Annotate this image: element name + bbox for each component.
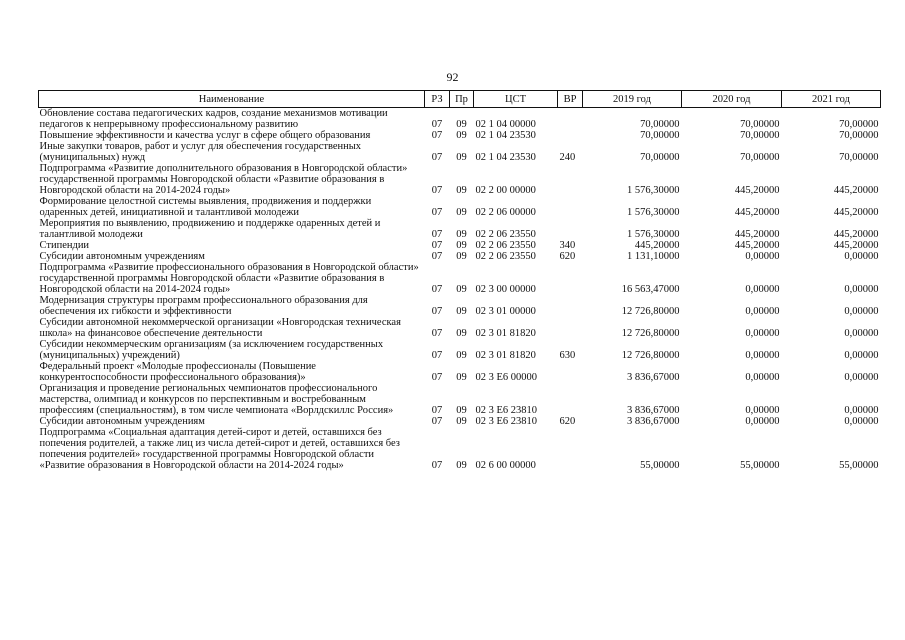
header-vr: ВР: [558, 91, 583, 108]
row-2021: 70,00000: [839, 130, 879, 141]
row-vr: [558, 317, 583, 339]
row-cst: 02 3 E6 23810: [475, 416, 538, 427]
row-pr: 09: [456, 240, 467, 251]
row-2021: 0,00000: [844, 416, 879, 427]
row-vr: 340: [559, 240, 576, 251]
row-cst: 02 3 01 00000: [475, 306, 536, 317]
row-rz: 07: [431, 152, 443, 163]
row-2021: 0,00000: [844, 328, 879, 339]
row-2021: 0,00000: [844, 372, 879, 383]
row-2019: 3 836,67000: [627, 372, 680, 383]
row-2019: 445,20000: [634, 240, 680, 251]
row-2020: 0,00000: [745, 416, 780, 427]
row-2019: 70,00000: [640, 119, 680, 130]
row-2021: 70,00000: [839, 119, 879, 130]
row-pr: 09: [456, 328, 467, 339]
row-vr: 630: [559, 350, 576, 361]
row-vr: [558, 295, 583, 317]
row-name: Субсидии автономной некоммерческой организации «Новгородская техническая школа» на финансовое обеспечение деятельности: [39, 317, 401, 339]
table-row: [39, 416, 881, 427]
row-2019: 16 563,47000: [621, 284, 680, 295]
table-row: [39, 383, 881, 416]
row-cst: 02 6 00 00000: [475, 460, 536, 471]
row-pr: 09: [456, 405, 467, 416]
row-pr: 09: [456, 229, 467, 240]
table-row: [39, 108, 881, 131]
row-2021: 0,00000: [844, 405, 879, 416]
row-cst: 02 2 06 23550: [475, 240, 536, 251]
table-row: [39, 141, 881, 163]
row-pr: 09: [456, 152, 467, 163]
row-name: Повышение эффективности и качества услуг в сфере общего образования: [39, 130, 371, 141]
row-vr: [558, 218, 583, 240]
row-rz: 07: [431, 405, 443, 416]
row-2020: 0,00000: [745, 372, 780, 383]
row-pr: 09: [456, 130, 467, 141]
row-rz: 07: [431, 251, 443, 262]
row-2020: 55,00000: [740, 460, 780, 471]
row-2020: 70,00000: [740, 130, 780, 141]
row-name: Иные закупки товаров, работ и услуг для обеспечения государственных (муниципальных) нужд: [39, 141, 362, 163]
row-pr: 09: [456, 306, 467, 317]
row-2020: 0,00000: [745, 284, 780, 295]
table-row: [39, 218, 881, 240]
row-name: Подпрограмма «Развитие профессионального образования в Новгородской области» государственной программы Новгородской области «Развитие образования в Новгородской области на 2014-2024 годы»: [39, 262, 419, 295]
row-2020: 445,20000: [734, 240, 780, 251]
page-number: 92: [446, 70, 459, 84]
row-pr: 09: [456, 350, 467, 361]
row-pr: 09: [456, 460, 467, 471]
row-2019: 1 576,30000: [627, 229, 680, 240]
row-vr: 620: [559, 251, 576, 262]
header-rz: РЗ: [425, 91, 450, 108]
row-name: Стипендии: [39, 240, 90, 251]
header-pr: Пр: [450, 91, 474, 108]
row-rz: 07: [431, 416, 443, 427]
table-row: [39, 317, 881, 339]
row-2020: 445,20000: [734, 207, 780, 218]
row-name: Подпрограмма «Развитие дополнительного образования в Новгородской области» государственной программы Новгородской области «Развитие образования в Новгородской области на 2014-2024 годы»: [39, 163, 408, 196]
row-2019: 12 726,80000: [621, 350, 680, 361]
row-2021: 0,00000: [844, 251, 879, 262]
row-2019: 3 836,67000: [627, 405, 680, 416]
row-rz: 07: [431, 130, 443, 141]
row-2019: 70,00000: [640, 130, 680, 141]
header-name: Наименование: [39, 91, 425, 108]
row-2021: 0,00000: [844, 350, 879, 361]
row-2019: 1 131,10000: [627, 251, 680, 262]
row-name: Субсидии автономным учреждениям: [39, 251, 205, 262]
row-rz: 07: [431, 229, 443, 240]
row-rz: 07: [431, 350, 443, 361]
row-2019: 1 576,30000: [627, 207, 680, 218]
row-cst: 02 3 01 81820: [475, 350, 536, 361]
row-cst: 02 3 E6 23810: [475, 405, 538, 416]
row-name: Организация и проведение региональных чемпионатов профессионального мастерства, олимпиад и конкурсов по перспективным и востребованным профессиям (специальностям), в том числе чемпионата «Ворлдскиллс Россия»: [39, 383, 394, 416]
row-2020: 0,00000: [745, 405, 780, 416]
row-name: Подпрограмма «Социальная адаптация детей-сирот и детей, оставшихся без попечения родителей, а также лиц из числа детей-сирот и детей, оставшихся без попечения родителей» государственной программы Новгородской области «Развитие образования в Новгородской области на 2014-2024 годы»: [39, 427, 400, 471]
row-rz: 07: [431, 284, 443, 295]
row-rz: 07: [431, 207, 443, 218]
row-2019: 70,00000: [640, 152, 680, 163]
row-cst: 02 3 E6 00000: [475, 372, 538, 383]
row-name: Федеральный проект «Молодые профессионалы (Повышение конкурентоспособности профессионального образования)»: [39, 361, 316, 383]
row-2020: 70,00000: [740, 119, 780, 130]
row-cst: 02 1 04 00000: [475, 119, 536, 130]
row-2019: 12 726,80000: [621, 328, 680, 339]
row-name: Мероприятия по выявлению, продвижению и поддержке одаренных детей и талантливой молодежи: [39, 218, 381, 240]
row-vr: [558, 361, 583, 383]
row-cst: 02 1 04 23530: [475, 152, 536, 163]
header-cst: ЦСТ: [474, 91, 558, 108]
row-vr: 240: [559, 152, 576, 163]
row-2021: 445,20000: [833, 185, 879, 196]
row-2020: 0,00000: [745, 306, 780, 317]
row-cst: 02 2 06 00000: [475, 207, 536, 218]
table-row: [39, 163, 881, 196]
row-pr: 09: [456, 119, 467, 130]
row-name: Субсидии некоммерческим организациям (за исключением государственных (муниципальных) учреждений): [39, 339, 384, 361]
row-vr: [558, 383, 583, 416]
row-2020: 445,20000: [734, 185, 780, 196]
header-2019: 2019 год: [583, 91, 682, 108]
row-cst: 02 2 00 00000: [475, 185, 536, 196]
row-pr: 09: [456, 372, 467, 383]
row-rz: 07: [431, 306, 443, 317]
table-row: [39, 361, 881, 383]
row-cst: 02 2 06 23550: [475, 229, 536, 240]
row-2019: 1 576,30000: [627, 185, 680, 196]
row-vr: [558, 196, 583, 218]
table-row: [39, 240, 881, 251]
row-name: Субсидии автономным учреждениям: [39, 416, 205, 427]
row-2020: 70,00000: [740, 152, 780, 163]
row-pr: 09: [456, 284, 467, 295]
row-name: Модернизация структуры программ профессионального образования для обеспечения их гибкости и эффективности: [39, 295, 368, 317]
table-row: [39, 339, 881, 361]
row-2021: 70,00000: [839, 152, 879, 163]
row-2021: 445,20000: [833, 207, 879, 218]
row-rz: 07: [431, 328, 443, 339]
row-vr: [558, 130, 583, 141]
row-2019: 3 836,67000: [627, 416, 680, 427]
table-header-row: [39, 91, 881, 108]
row-vr: [558, 262, 583, 295]
row-cst: 02 3 00 00000: [475, 284, 536, 295]
row-vr: [558, 163, 583, 196]
header-2021: 2021 год: [782, 91, 881, 108]
row-cst: 02 2 06 23550: [475, 251, 536, 262]
row-2020: 0,00000: [745, 350, 780, 361]
row-pr: 09: [456, 416, 467, 427]
row-2021: 0,00000: [844, 284, 879, 295]
row-2021: 0,00000: [844, 306, 879, 317]
row-cst: 02 1 04 23530: [475, 130, 536, 141]
row-vr: 620: [559, 416, 576, 427]
table-row: [39, 262, 881, 295]
row-name: Обновление состава педагогических кадров, создание механизмов мотивации педагогов к непрерывному профессиональному развитию: [39, 108, 388, 130]
row-rz: 07: [431, 185, 443, 196]
row-2020: 0,00000: [745, 251, 780, 262]
row-rz: 07: [431, 460, 443, 471]
row-vr: [558, 108, 583, 131]
row-name: Формирование целостной системы выявления, продвижения и поддержки одаренных детей, инициативной и талантливой молодежи: [39, 196, 372, 218]
row-2021: 445,20000: [833, 240, 879, 251]
row-2021: 55,00000: [839, 460, 879, 471]
row-cst: 02 3 01 81820: [475, 328, 536, 339]
row-rz: 07: [431, 240, 443, 251]
row-vr: [558, 427, 583, 471]
row-2019: 12 726,80000: [621, 306, 680, 317]
row-2020: 0,00000: [745, 328, 780, 339]
table-row: [39, 251, 881, 262]
table-row: [39, 130, 881, 141]
row-pr: 09: [456, 251, 467, 262]
row-2020: 445,20000: [734, 229, 780, 240]
row-2021: 445,20000: [833, 229, 879, 240]
header-2020: 2020 год: [682, 91, 782, 108]
row-rz: 07: [431, 119, 443, 130]
row-rz: 07: [431, 372, 443, 383]
table-row: [39, 427, 881, 471]
table-row: [39, 295, 881, 317]
row-pr: 09: [456, 185, 467, 196]
row-pr: 09: [456, 207, 467, 218]
budget-table: [38, 90, 881, 471]
table-row: [39, 196, 881, 218]
row-2019: 55,00000: [640, 460, 680, 471]
